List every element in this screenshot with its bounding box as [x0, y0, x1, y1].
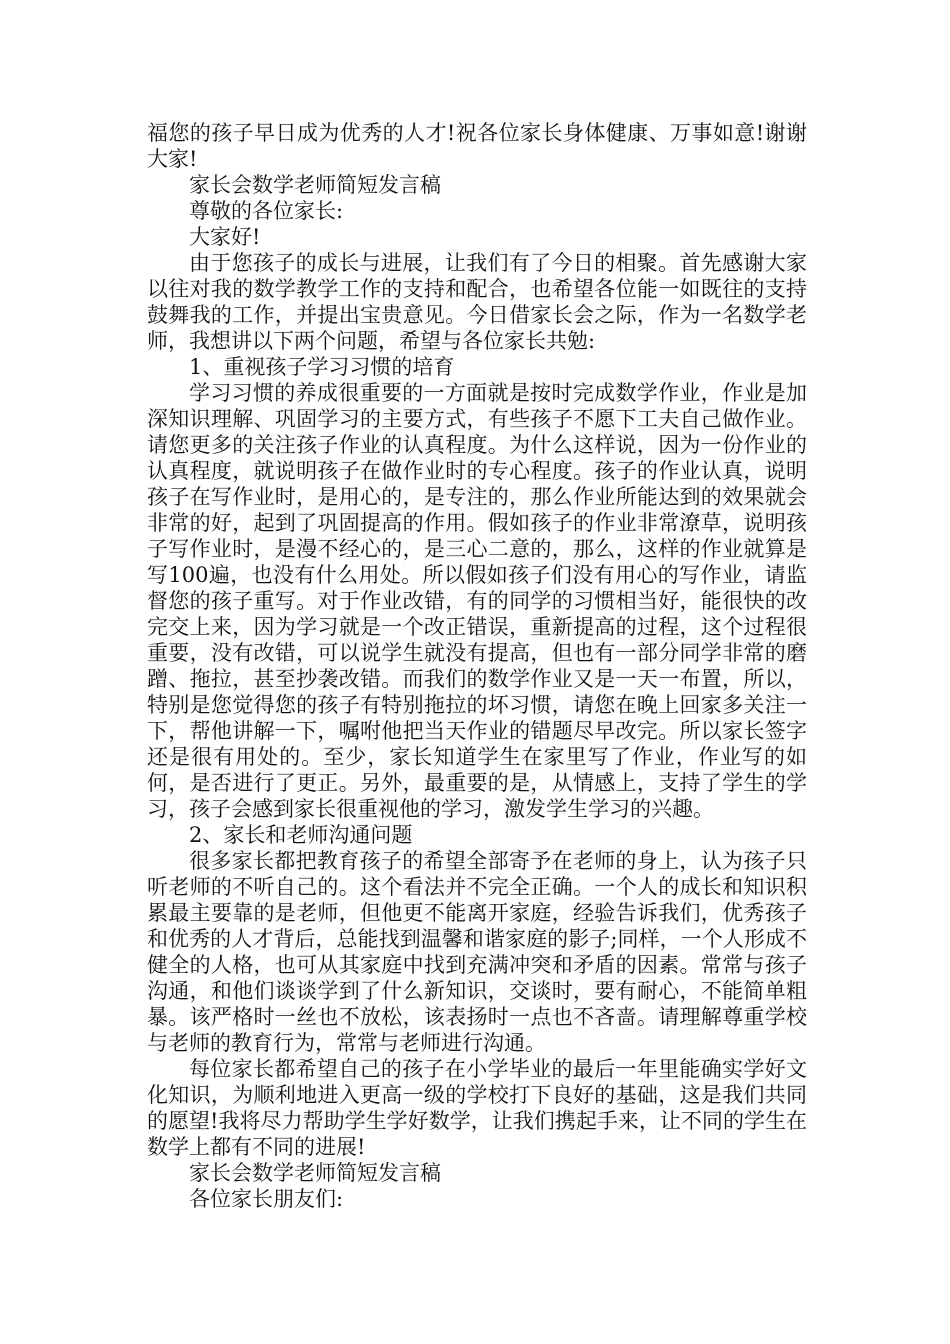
paragraph-salutation-2: 各位家长朋友们: — [189, 1187, 344, 1211]
paragraph-greeting: 大家好! — [189, 225, 261, 249]
paragraph-communication: 很多家长都把教育孩子的希望全部寄予在老师的身上，认为孩子只听老师的不听自己的。这个看法并不完全正确。一个人的成长和知识积累最主要靠的是老师，但他更不能离开家庭，经验告诉我们，优秀孩子和优秀的人才背后，总能找到温馨和谐家庭的影子;同样，一个人形成不健全的人格，也可从其家庭中找到充满冲突和矛盾的因素。常常与孩子沟通，和他们谈谈学到了什么新知识，交谈时，要有耐心，不能简单粗暴。该严格时一丝也不放松，该表扬时一点也不吝啬。请理解尊重学校与老师的教育行为，常常与老师进行沟通。 — [147, 849, 807, 1055]
paragraph-conclusion: 每位家长都希望自己的孩子在小学毕业的最后一年里能确实学好文化知识，为顺利地进入更高一级的学校打下良好的基础，这是我们共同的愿望!我将尽力帮助学生学好数学，让我们携起手来，让不同的学生在数学上都有不同的进展! — [147, 1057, 807, 1159]
heading-speech-title: 家长会数学老师简短发言稿 — [189, 173, 441, 197]
document-body — [147, 120, 807, 1212]
paragraph-salutation: 尊敬的各位家长: — [189, 199, 344, 223]
heading-speech-title-2: 家长会数学老师简短发言稿 — [189, 1161, 441, 1185]
heading-section-1: 1、重视孩子学习习惯的培育 — [189, 355, 455, 379]
paragraph-introduction: 由于您孩子的成长与进展，让我们有了今日的相聚。首先感谢大家以往对我的数学教学工作的支持和配合，也希望各位能一如既往的支持鼓舞我的工作，并提出宝贵意见。今日借家长会之际，作为一名数学老师，我想讲以下两个问题，希望与各位家长共勉: — [147, 251, 807, 353]
paragraph-closing-wishes: 福您的孩子早日成为优秀的人才!祝各位家长身体健康、万事如意!谢谢大家! — [147, 121, 807, 171]
paragraph-study-habits: 学习习惯的养成很重要的一方面就是按时完成数学作业，作业是加深知识理解、巩固学习的主要方式，有些孩子不愿下工夫自己做作业。请您更多的关注孩子作业的认真程度。为什么这样说，因为一份作业的认真程度，就说明孩子在做作业时的专心程度。孩子的作业认真，说明孩子在写作业时，是用心的，是专注的，那么作业所能达到的效果就会非常的好，起到了巩固提高的作用。假如孩子的作业非常潦草，说明孩子写作业时，是漫不经心的，是三心二意的，那么，这样的作业就算是写100遍，也没有什么用处。所以假如孩子们没有用心的写作业，请监督您的孩子重写。对于作业改错，有的同学的习惯相当好，能很快的改完交上来，因为学习就是一个改正错误，重新提高的过程，这个过程很重要，没有改错，可以说学生就没有提高，但也有一部分同学非常的磨蹭、拖拉，甚至抄袭改错。而我们的数学作业又是一天一布置，所以，特别是您觉得您的孩子有特别拖拉的坏习惯，请您在晚上回家多关注一下，帮他讲解一下，嘱咐他把当天作业的错题尽早改完。所以家长签字还是很有用处的。至少，家长知道学生在家里写了作业，作业写的如何，是否进行了更正。另外，最重要的是，从情感上，支持了学生的学习，孩子会感到家长很重视他的学习，激发学生学习的兴趣。 — [147, 381, 807, 821]
heading-section-2: 2、家长和老师沟通问题 — [189, 823, 413, 847]
